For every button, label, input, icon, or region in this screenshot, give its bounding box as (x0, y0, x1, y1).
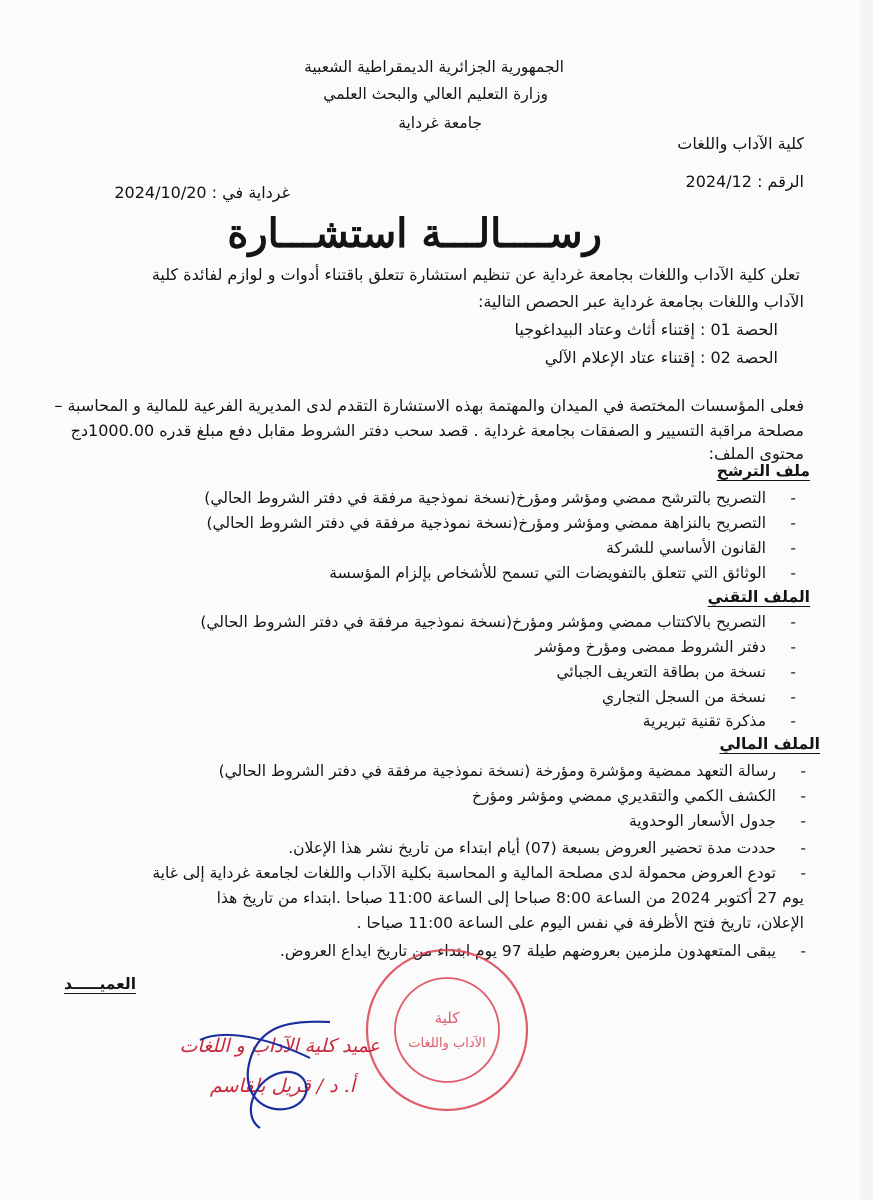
signature-line-2: أ. د / قريل بلقاسم (209, 1075, 355, 1097)
header-university: جامعة غرداية (398, 114, 482, 132)
section-title-candidacy: ملف الترشح (716, 462, 810, 480)
signature-graphic (140, 1000, 390, 1135)
header-republic: الجمهورية الجزائرية الديمقراطية الشعبية (304, 58, 564, 76)
stamp-center-bottom: الآداب واللغات (408, 1036, 486, 1051)
invite-line-2: مصلحة مراقبة التسيير و الصفقات بجامعة غرداية . قصد سحب دفتر الشروط مقابل دفع مبلغ قدره 1000.00دج (70, 421, 804, 440)
bullet-dash: - (790, 712, 796, 730)
list-item: القانون الأساسي للشركة (606, 539, 766, 557)
bullet-dash: - (800, 812, 806, 830)
list-item: جدول الأسعار الوحدوية (628, 812, 776, 830)
document-date: غرداية في : 2024/10/20 (114, 183, 290, 202)
term-validity: يبقى المتعهدون ملزمين بعروضهم طيلة 97 يوم ابتداء من تاريخ ايداع العروض. (279, 942, 776, 960)
term-submission-line-2: يوم 27 أكتوبر 2024 من الساعة 8:00 صباحا إلى الساعة 11:00 صباحا .ابتداء من تاريخ هذا (216, 889, 804, 907)
bullet-dash: - (790, 514, 796, 532)
invite-line-1: فعلى المؤسسات المختصة في الميدان والمهتمة بهذه الاستشارة التقدم لدى المديرية الفرعية للمالية و المحاسبة – (54, 396, 804, 415)
section-title-technical: الملف التقني (707, 588, 810, 606)
signature-block (140, 1000, 390, 1135)
svg-text:وزارة التعليم العالي و البحث ا (362, 945, 368, 948)
faculty-name: كلية الآداب واللغات (677, 134, 804, 153)
header-ministry: وزارة التعليم العالي والبحث العلمي (323, 85, 548, 103)
bullet-dash: - (800, 864, 806, 882)
list-item: رسالة التعهد ممضية ومؤشرة ومؤرخة (نسخة نموذجية مرفقة في دفتر الشروط الحالي) (218, 762, 776, 780)
bullet-dash: - (790, 638, 796, 656)
bullet-dash: - (790, 663, 796, 681)
signature-line-1: عميد كلية الآداب و اللغات (179, 1035, 380, 1057)
bullet-dash: - (800, 787, 806, 805)
bullet-dash: - (790, 489, 796, 507)
list-item: نسخة من السجل التجاري (602, 688, 766, 706)
lot-1: الحصة 01 : إقتناء أثاث وعتاد البيداغوجيا (514, 320, 778, 339)
page-title: رســــالـــة استشـــارة (227, 210, 602, 257)
reference-number: الرقم : 2024/12 (685, 172, 804, 191)
list-item: مذكرة تقنية تبريرية (642, 712, 766, 730)
file-contents-label: محتوى الملف: (708, 444, 804, 463)
intro-line-2: الآداب واللغات بجامعة غرداية عبر الحصص التالية: (477, 292, 804, 311)
dean-label: العميـــــد (64, 975, 137, 993)
bullet-dash: - (800, 839, 806, 857)
bullet-dash: - (800, 762, 806, 780)
term-submission-line-3: الإعلان، تاريخ فتح الأظرفة في نفس اليوم على الساعة 11:00 صباحا . (356, 914, 804, 932)
list-item: الكشف الكمي والتقديري ممضي ومؤشر ومؤرخ (472, 787, 776, 805)
list-item: التصريح بالاكتتاب ممضي ومؤشر ومؤرخ(نسخة نموذجية مرفقة في دفتر الشروط الحالي) (200, 613, 766, 631)
stamp-center-top: كلية (434, 1009, 460, 1027)
list-item: نسخة من بطاقة التعريف الجبائي (556, 663, 766, 681)
term-submission-line-1: تودع العروض محمولة لدى مصلحة المالية و المحاسبة بكلية الآداب واللغات لجامعة غرداية إلى غاية (152, 864, 776, 882)
list-item: دفتر الشروط ممضى ومؤرخ ومؤشر (535, 638, 766, 656)
bullet-dash: - (790, 688, 796, 706)
term-preparation-period: حددت مدة تحضير العروض بسبعة (07) أيام ابتداء من تاريخ نشر هذا الإعلان. (288, 839, 776, 857)
list-item: الوثائق التي تتعلق بالتفويضات التي تسمح للأشخاص بإلزام المؤسسة (329, 564, 766, 582)
stamp-ring-text (362, 945, 368, 948)
intro-line-1: تعلن كلية الآداب واللغات بجامعة غرداية عن تنظيم استشارة تتعلق باقتناء أدوات و لوازم لفائدة كلية (151, 265, 800, 284)
lot-2: الحصة 02 : إقتناء عتاد الإعلام الآلي (544, 348, 778, 367)
list-item: التصريح بالترشح ممضي ومؤشر ومؤرخ(نسخة نموذجية مرفقة في دفتر الشروط الحالي) (204, 489, 766, 507)
bullet-dash: - (790, 613, 796, 631)
bullet-dash: - (790, 539, 796, 557)
list-item: التصريح بالنزاهة ممضي ومؤشر ومؤرخ(نسخة نموذجية مرفقة في دفتر الشروط الحالي) (206, 514, 766, 532)
section-title-financial: الملف المالي (719, 735, 820, 753)
bullet-dash: - (790, 564, 796, 582)
bullet-dash: - (800, 942, 806, 960)
